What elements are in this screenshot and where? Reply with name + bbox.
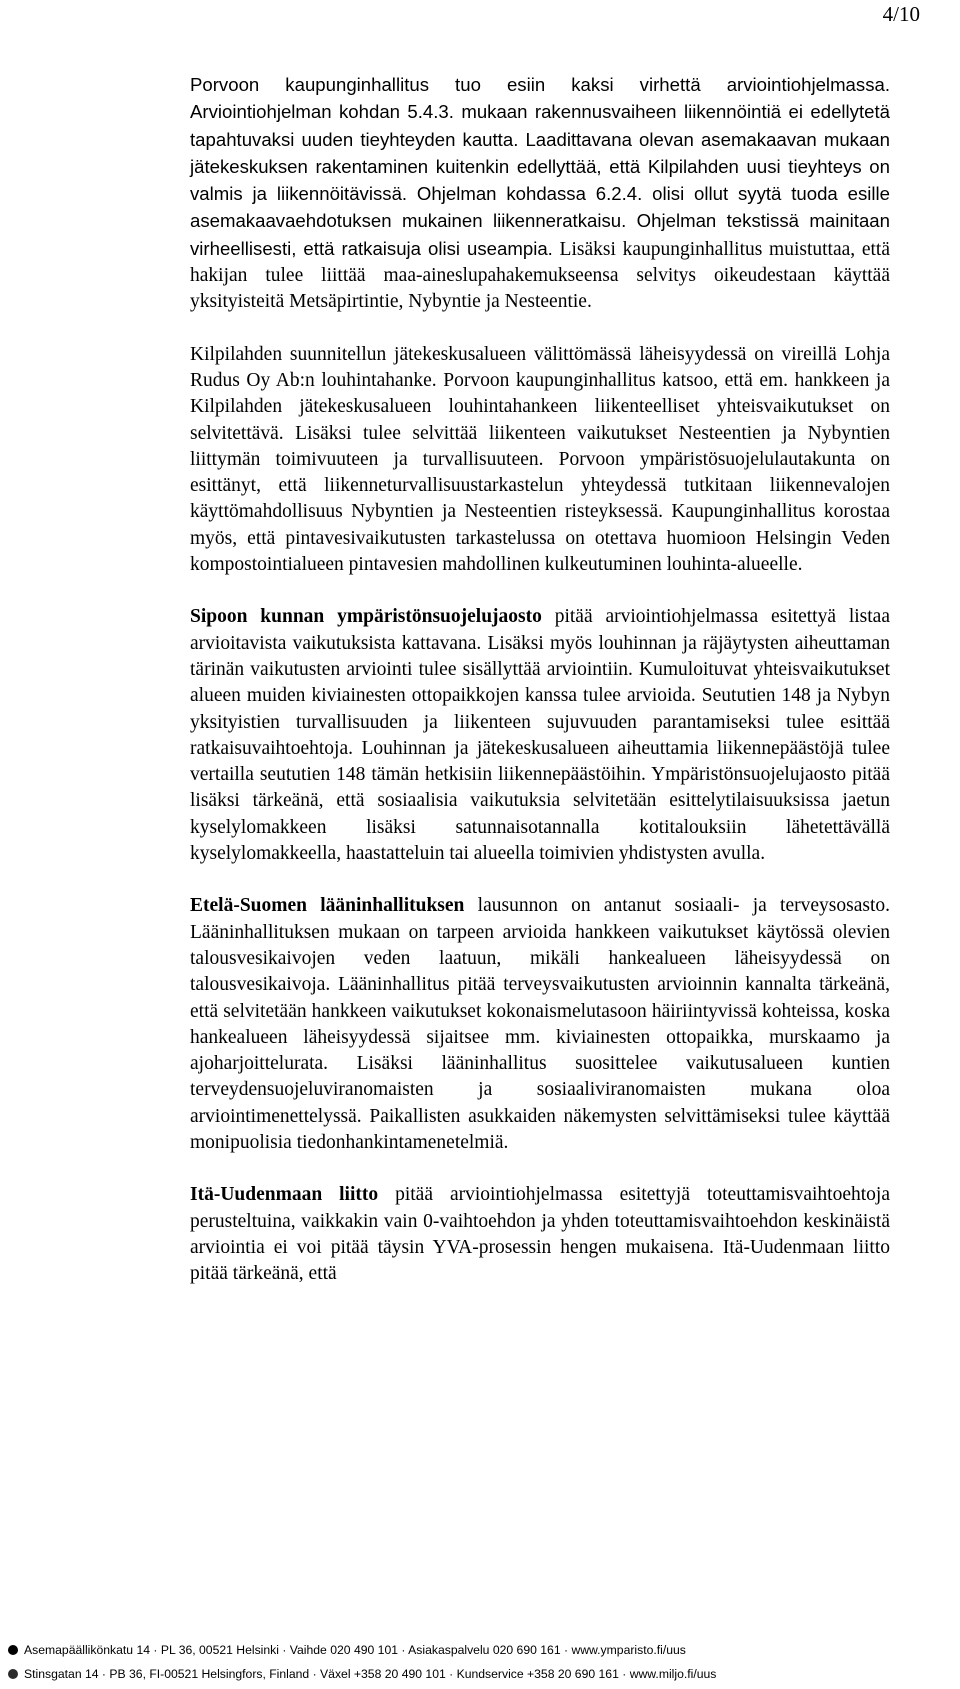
bullet-icon xyxy=(8,1669,18,1679)
footer-address-swedish: Stinsgatan 14 · PB 36, FI-00521 Helsingfors, Finland · Växel +358 20 490 101 · Kundservice +358 20 690 161 · www.miljo.fi/uus xyxy=(24,1667,717,1681)
document-body xyxy=(190,72,890,1313)
paragraph-sipoo-text: pitää arviointiohjelmassa esitettyä listaa arvioitavista vaikutuksista kattavana. Lisäksi myös louhinnan ja räjäytysten aiheuttaman tärinän vaikutusten arviointi tulee sisällyttää arviointiin. Kumuloituvat yhteisvaikutukset alueen muiden kiviainesten ottopaikkojen kanssa tulee arvioida. Seututien 148 ja Nybyn yksityistien turvallisuuden ja liikenteen sujuvuuden parantamiseksi tulee esittää ratkaisuvaihtoehtoja. Louhinnan ja jätekeskusalueen aiheuttamia liikennepäästöjä tulee vertailla seututien 148 tämän hetkisiin liikennepäästöihin. Ympäristönsuojelujaosto pitää lisäksi tärkeänä, että sosiaalisia vaikutuksia selvitetään esittelytilaisuuksissa jaetun kyselylomakkeen lisäksi satunnaisotannalla kotitalouksiin lähetettävällä kyselylomakkeella, haastatteluin tai alueella toimivien yhdistysten avulla. xyxy=(190,606,890,865)
footer-address-finnish: Asemapäällikönkatu 14 · PL 36, 00521 Helsinki · Vaihde 020 490 101 · Asiakaspalvelu 020 690 161 · www.ymparisto.fi/uus xyxy=(24,1643,686,1657)
heading-etela-suomi: Etelä-Suomen lääninhallituksen xyxy=(190,895,465,917)
paragraph-porvoo-serif-text: Lisäksi kaupunginhallitus muistuttaa, että hakijan tulee liittää maa-aineslupahakemukseensa selvitys oikeudestaan käyttää yksityisteitä Metsäpirtintie, Nybyntie ja Nesteentie. xyxy=(190,238,890,313)
paragraph-kilpilahti: Kilpilahden suunnitellun jätekeskusalueen välittömässä läheisyydessä on vireillä Lohja Rudus Oy Ab:n louhintahanke. Porvoon kaupunginhallitus katsoo, että em. hankkeen ja Kilpilahden jätekeskusalueen louhintahankeen liikenteelliset yhteisvaikutukset on selvitettävä. Lisäksi tulee selvittää liikenteen vaikutukset Nesteentien ja Nybyntien liittymän toimivuuteen ja turvallisuuteen. Porvoon ympäristösuojelulautakunta on esittänyt, että liikenneturvallisuustarkastelun yhteydessä tutkitaan liikennevalojen käyttömahdollisuus Nybyntien ja Nesteentien risteyksessä. Kaupunginhallitus korostaa myös, että pintavesivaikutusten tarkastelussa on otettava huomioon Helsingin Veden kompostointialueen pintavesien mahdollinen kulkeutuminen louhinta-alueelle. xyxy=(190,343,890,576)
paragraph-sipoo xyxy=(190,604,890,867)
footer-line-swedish xyxy=(0,1662,960,1686)
paragraph-ita-uusimaa xyxy=(190,1182,890,1287)
bullet-icon xyxy=(8,1645,18,1655)
heading-sipoo: Sipoon kunnan ympäristönsuojelujaosto xyxy=(190,606,542,628)
paragraph-porvoo xyxy=(190,72,890,316)
footer xyxy=(0,1638,960,1686)
paragraph-ita-uusimaa-text: pitää arviointiohjelmassa esitettyjä toteuttamisvaihtoehtoja perusteltuina, vaikkakin vain 0-vaihtoehdon ja yhden toteuttamisvaihtoehdon keskinäistä arviointia ei voi pitää täysin YVA-prosessin hengen mukaisena. Itä-Uudenmaan liitto pitää tärkeänä, että xyxy=(190,1184,890,1285)
paragraph-etela-suomi-text: lausunnon on antanut sosiaali- ja terveysosasto. Lääninhallituksen mukaan on tarpeen arvioida hankkeen vaikutukset käytössä olevien talousvesikaivojen veden laatuun, mikäli hankealueen läheisyydessä on talousvesikaivoja. Lääninhallitus pitää terveysvaikutusten arvioinnin kannalta tärkeänä, että selvitetään hankkeen vaikutukset kokonaismelutasoon häiriintyvissä kohteissa, koska hankealueen läheisyydessä sijaitsee mm. kiviainesten ottopaikka, murskaamo ja ajoharjoittelurata. Lisäksi lääninhallitus suosittelee vaikutusalueen kuntien terveydensuojeluviranomaisten ja sosiaaliviranomaisten mukana oloa arviointimenettelyssä. Paikallisten asukkaiden näkemysten selvittämiseksi tulee käyttää monipuolisia tiedonhankintamenetelmiä. xyxy=(190,895,890,1153)
paragraph-etela-suomi xyxy=(190,893,890,1156)
heading-ita-uusimaa: Itä-Uudenmaan liitto xyxy=(190,1184,379,1206)
paragraph-porvoo-sans-text: Porvoon kaupunginhallitus tuo esiin kaksi virhettä arviointiohjelmassa. Arviointiohjelman kohdan 5.4.3. mukaan rakennusvaiheen liikennöintiä ei edellytetä tapahtuvaksi uuden tieyhteyden kautta. Laadittavana olevan asemakaavan mukaan jätekeskuksen rakentaminen kuitenkin edellyttää, että Kilpilahden uusi tieyhteys on valmis ja liikennöitävissä. Ohjelman kohdassa 6.2.4. olisi ollut syytä tuoda esille asemakaavaehdotuksen mukainen liikenneratkaisu. Ohjelman tekstissä mainitaan virheellisesti, että ratkaisuja olisi useampia. xyxy=(190,74,890,259)
footer-line-finnish xyxy=(0,1638,960,1662)
page-number: 4/10 xyxy=(882,2,920,26)
